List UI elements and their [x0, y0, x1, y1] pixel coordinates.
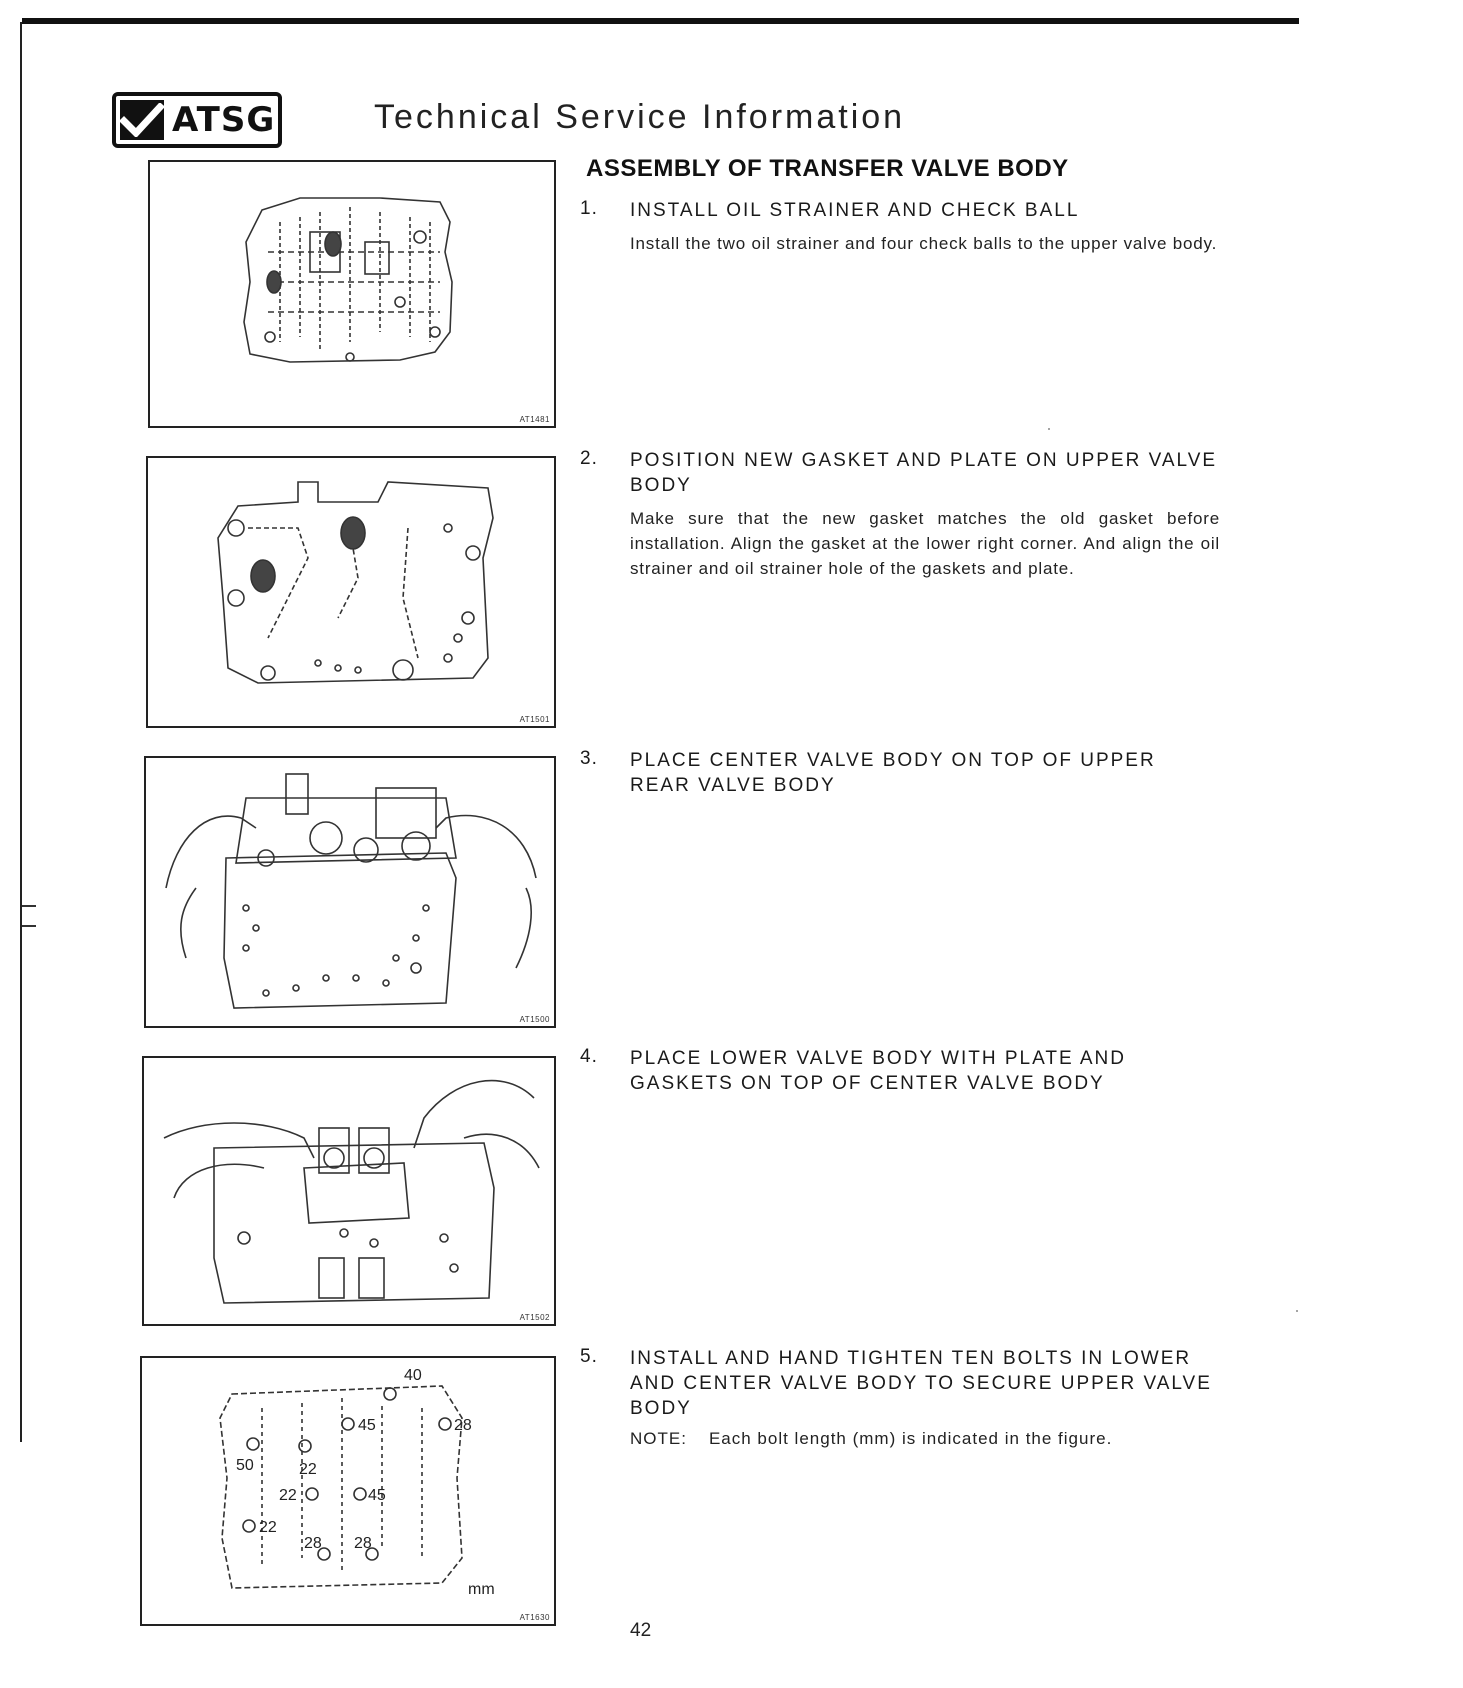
unit-label: mm: [468, 1581, 495, 1598]
figure-lower-body: [142, 1056, 556, 1326]
atsg-logo: [112, 92, 282, 148]
figure-center-body: [144, 756, 556, 1028]
margin-mark: [22, 905, 36, 907]
figure-code: AT1481: [519, 415, 550, 424]
margin-mark: [22, 925, 36, 927]
bolt-label: 28: [304, 1535, 322, 1552]
step-body: Make sure that the new gasket matches the old gasket before installation. Align the gasket at the lower right corner. And align the oil strainer and oil strainer hole of the gaskets and plate.: [630, 509, 1220, 578]
step-2: [580, 448, 1220, 581]
page-number: 42: [630, 1620, 652, 1641]
figure-bolt-lengths: [140, 1356, 556, 1626]
step-title: INSTALL AND HAND TIGHTEN TEN BOLTS IN LOWER AND CENTER VALVE BODY TO SECURE UPPER VALVE BODY: [630, 1348, 1212, 1419]
hands-placing-valve-body-icon: [146, 758, 554, 1026]
figure-gasket-plate: [146, 456, 556, 728]
step-1: [580, 198, 1220, 256]
step-body: Install the two oil strainer and four check balls to the upper valve body.: [630, 234, 1218, 253]
step-title: INSTALL OIL STRAINER AND CHECK BALL: [630, 200, 1080, 221]
figure-code: AT1630: [519, 1613, 550, 1622]
bolt-length-diagram-icon: [142, 1358, 554, 1624]
bolt-label: 40: [404, 1367, 422, 1384]
figure-code: AT1502: [519, 1313, 550, 1322]
bolt-label: 22: [259, 1519, 277, 1536]
scan-speck: [1048, 428, 1050, 430]
step-number: 3.: [580, 748, 598, 769]
step-title: POSITION NEW GASKET AND PLATE ON UPPER VALVE BODY: [630, 450, 1218, 496]
note-label: NOTE:: [630, 1429, 687, 1448]
step-note: [630, 1429, 1220, 1449]
bolt-label: 22: [279, 1487, 297, 1504]
figure-valve-body: [148, 160, 556, 428]
step-3: [580, 748, 1220, 798]
valve-body-diagram-icon: [150, 162, 554, 426]
step-number: 2.: [580, 448, 598, 469]
step-number: 1.: [580, 198, 598, 219]
checkmark-icon: [120, 100, 164, 140]
bolt-label: 28: [354, 1535, 372, 1552]
page-title: Technical Service Information: [374, 98, 906, 136]
bolt-label: 45: [358, 1417, 376, 1434]
figure-code: AT1501: [519, 715, 550, 724]
gasket-plate-diagram-icon: [148, 458, 554, 726]
section-title: ASSEMBLY OF TRANSFER VALVE BODY: [586, 155, 1069, 182]
logo-text: ATSG: [172, 100, 276, 140]
bolt-label: 28: [454, 1417, 472, 1434]
figure-code: AT1500: [519, 1015, 550, 1024]
bolt-label: 50: [236, 1457, 254, 1474]
step-5: [580, 1346, 1220, 1449]
step-number: 4.: [580, 1046, 598, 1067]
note-text: Each bolt length (mm) is indicated in the figure.: [708, 1429, 1113, 1448]
bolt-label: 45: [368, 1487, 386, 1504]
top-rule: [22, 18, 1299, 24]
step-title: PLACE CENTER VALVE BODY ON TOP OF UPPER REAR VALVE BODY: [630, 750, 1156, 796]
step-4: [580, 1046, 1220, 1096]
scan-speck: [1296, 1310, 1298, 1312]
bolt-label: 22: [299, 1461, 317, 1478]
left-rule: [20, 22, 22, 1442]
hands-placing-lower-body-icon: [144, 1058, 554, 1324]
step-title: PLACE LOWER VALVE BODY WITH PLATE AND GASKETS ON TOP OF CENTER VALVE BODY: [630, 1048, 1126, 1094]
step-number: 5.: [580, 1346, 598, 1367]
